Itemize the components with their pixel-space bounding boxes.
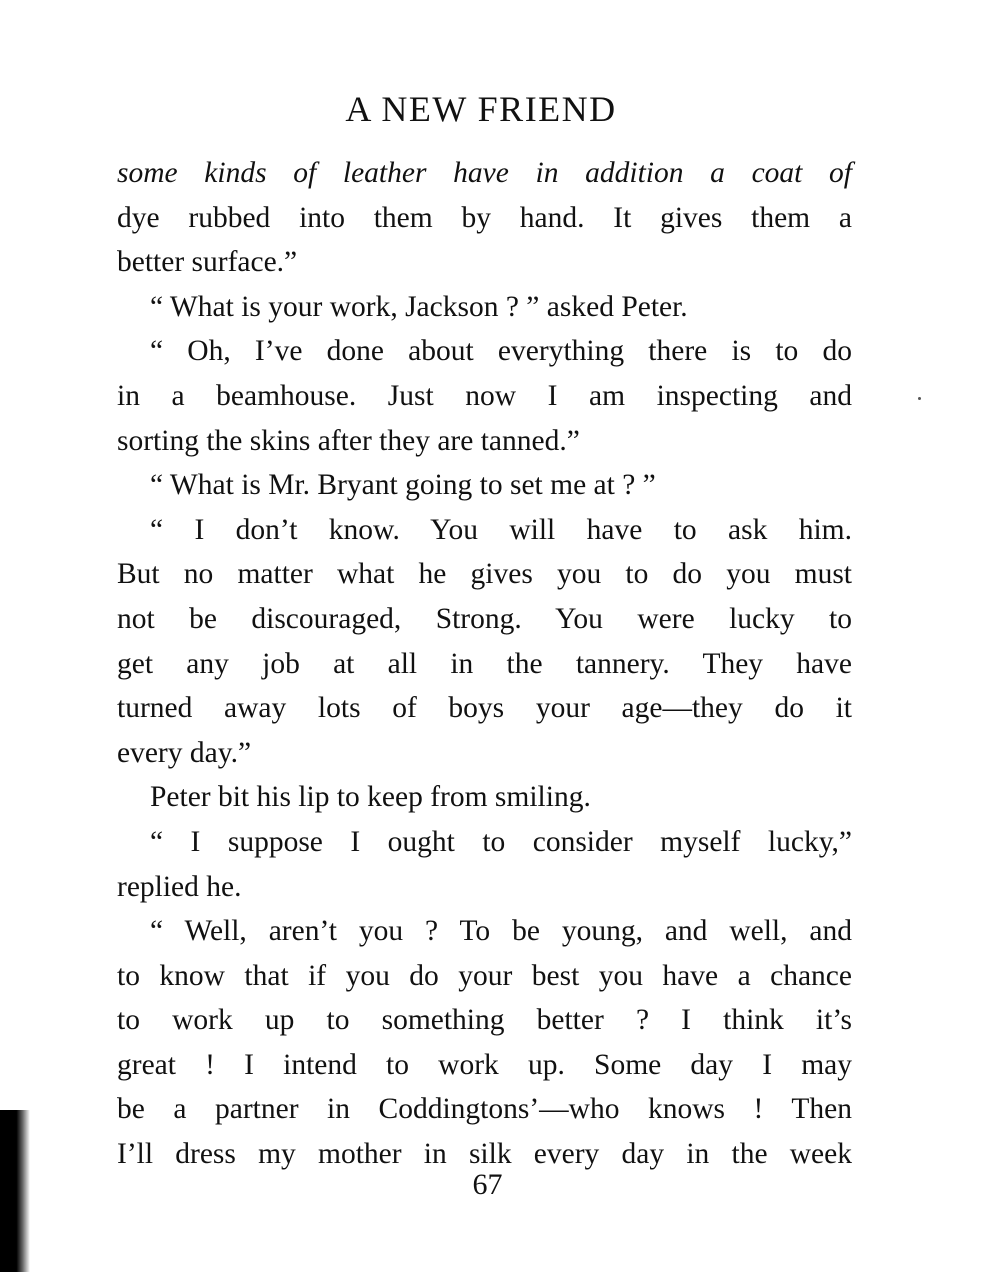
- text-line: sorting the skins after they are tanned.”: [117, 424, 580, 457]
- text-line: get any job at all in the tannery. They have: [117, 647, 852, 680]
- text-line: “ I don’t know. You will have to ask him.: [150, 513, 852, 546]
- text-line: But no matter what he gives you to do you must: [117, 558, 852, 591]
- text-line: “ I suppose I ought to consider myself lucky,”: [150, 825, 852, 858]
- body-text: [117, 151, 852, 1177]
- text-line: dye rubbed into them by hand. It gives them a: [117, 201, 852, 234]
- text-line: be a partner in Coddingtons’—who knows ! Then: [117, 1093, 852, 1126]
- text-line: every day.”: [117, 736, 252, 769]
- text-line: “ Oh, I’ve done about everything there is to do: [150, 335, 852, 368]
- text-line: to work up to something better ? I think it’s: [117, 1004, 852, 1037]
- scan-edge-shadow: [0, 1110, 30, 1272]
- text-line: in a beamhouse. Just now I am inspecting and: [117, 379, 852, 412]
- text-line: “ What is Mr. Bryant going to set me at ? ”: [150, 469, 656, 502]
- text-line: I’ll dress my mother in silk every day in the week: [117, 1138, 852, 1171]
- text-line: turned away lots of boys your age—they do it: [117, 692, 852, 725]
- text-line: not be discouraged, Strong. You were lucky to: [117, 602, 852, 635]
- text-line: great ! I intend to work up. Some day I may: [117, 1048, 852, 1081]
- text-line: to know that if you do your best you have a chance: [117, 959, 852, 992]
- scan-speck: [918, 397, 921, 400]
- text-line: replied he.: [117, 870, 242, 903]
- page-number: 67: [472, 1168, 503, 1201]
- text-line: “ What is your work, Jackson ? ” asked Peter.: [150, 290, 688, 323]
- text-line: “ Well, aren’t you ? To be young, and well, and: [150, 915, 852, 948]
- text-line: Peter bit his lip to keep from smiling.: [150, 781, 591, 814]
- text-line: some kinds of leather have in addition a coat of: [117, 157, 852, 189]
- running-head: A NEW FRIEND: [345, 89, 617, 129]
- text-line: better surface.”: [117, 246, 298, 279]
